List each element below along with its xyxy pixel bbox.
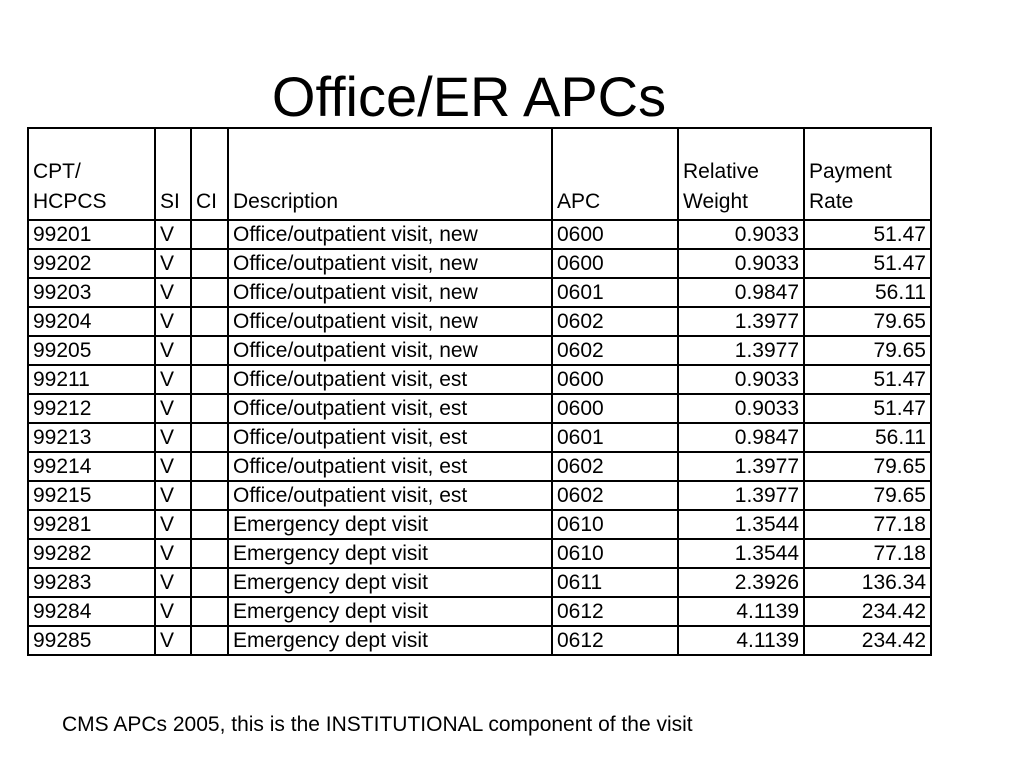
cell-cpt: 99211: [28, 365, 155, 394]
table-row: [28, 220, 931, 249]
table-row: [28, 365, 931, 394]
cell-apc: 0610: [552, 510, 678, 539]
header-payment-rate: Payment Rate: [804, 128, 931, 220]
cell-si: V: [155, 365, 191, 394]
cell-payment-rate: 234.42: [804, 626, 931, 655]
cell-ci: [191, 423, 228, 452]
table-row: [28, 481, 931, 510]
cell-ci: [191, 220, 228, 249]
cell-apc: 0600: [552, 249, 678, 278]
cell-cpt: 99213: [28, 423, 155, 452]
cell-payment-rate: 79.65: [804, 336, 931, 365]
cell-relative-weight: 1.3544: [678, 510, 804, 539]
cell-apc: 0602: [552, 452, 678, 481]
apc-table: [27, 127, 932, 656]
cell-ci: [191, 336, 228, 365]
cell-description: Emergency dept visit: [228, 539, 552, 568]
cell-description: Office/outpatient visit, est: [228, 481, 552, 510]
cell-relative-weight: 1.3977: [678, 481, 804, 510]
cell-description: Office/outpatient visit, est: [228, 365, 552, 394]
header-description: Description: [228, 128, 552, 220]
cell-cpt: 99204: [28, 307, 155, 336]
page-title: Office/ER APCs: [271, 65, 667, 128]
footnote: CMS APCs 2005, this is the INSTITUTIONAL component of the visit: [62, 713, 693, 736]
header-cpt: CPT/ HCPCS: [28, 128, 155, 220]
table-row: [28, 278, 931, 307]
cell-apc: 0601: [552, 423, 678, 452]
cell-cpt: 99283: [28, 568, 155, 597]
cell-relative-weight: 0.9847: [678, 278, 804, 307]
cell-si: V: [155, 510, 191, 539]
cell-payment-rate: 77.18: [804, 539, 931, 568]
cell-relative-weight: 4.1139: [678, 626, 804, 655]
cell-payment-rate: 51.47: [804, 220, 931, 249]
cell-si: V: [155, 539, 191, 568]
cell-cpt: 99284: [28, 597, 155, 626]
cell-ci: [191, 307, 228, 336]
cell-apc: 0602: [552, 481, 678, 510]
cell-ci: [191, 539, 228, 568]
header-apc: APC: [552, 128, 678, 220]
cell-si: V: [155, 481, 191, 510]
table-header-row: [28, 128, 931, 220]
cell-cpt: 99212: [28, 394, 155, 423]
cell-payment-rate: 79.65: [804, 452, 931, 481]
cell-relative-weight: 0.9033: [678, 365, 804, 394]
cell-apc: 0610: [552, 539, 678, 568]
table-row: [28, 423, 931, 452]
cell-si: V: [155, 626, 191, 655]
cell-relative-weight: 1.3977: [678, 307, 804, 336]
cell-si: V: [155, 278, 191, 307]
cell-ci: [191, 249, 228, 278]
cell-description: Office/outpatient visit, new: [228, 336, 552, 365]
cell-relative-weight: 0.9033: [678, 394, 804, 423]
cell-ci: [191, 278, 228, 307]
cell-relative-weight: 2.3926: [678, 568, 804, 597]
cell-payment-rate: 234.42: [804, 597, 931, 626]
cell-payment-rate: 51.47: [804, 249, 931, 278]
cell-relative-weight: 1.3977: [678, 452, 804, 481]
cell-si: V: [155, 336, 191, 365]
cell-apc: 0600: [552, 394, 678, 423]
cell-payment-rate: 51.47: [804, 394, 931, 423]
cell-ci: [191, 365, 228, 394]
cell-ci: [191, 626, 228, 655]
table-row: [28, 539, 931, 568]
cell-si: V: [155, 307, 191, 336]
cell-relative-weight: 0.9033: [678, 220, 804, 249]
cell-apc: 0600: [552, 220, 678, 249]
cell-description: Emergency dept visit: [228, 510, 552, 539]
cell-cpt: 99205: [28, 336, 155, 365]
cell-payment-rate: 51.47: [804, 365, 931, 394]
cell-payment-rate: 79.65: [804, 307, 931, 336]
cell-cpt: 99285: [28, 626, 155, 655]
cell-si: V: [155, 568, 191, 597]
header-si: SI: [155, 128, 191, 220]
cell-apc: 0601: [552, 278, 678, 307]
cell-si: V: [155, 423, 191, 452]
cell-description: Office/outpatient visit, new: [228, 307, 552, 336]
cell-cpt: 99281: [28, 510, 155, 539]
cell-apc: 0602: [552, 307, 678, 336]
cell-payment-rate: 56.11: [804, 278, 931, 307]
cell-description: Office/outpatient visit, est: [228, 394, 552, 423]
table-row: [28, 626, 931, 655]
cell-apc: 0600: [552, 365, 678, 394]
table-row: [28, 394, 931, 423]
cell-relative-weight: 4.1139: [678, 597, 804, 626]
cell-si: V: [155, 220, 191, 249]
cell-relative-weight: 0.9033: [678, 249, 804, 278]
table-row: [28, 249, 931, 278]
table-row: [28, 510, 931, 539]
cell-apc: 0611: [552, 568, 678, 597]
cell-description: Emergency dept visit: [228, 568, 552, 597]
cell-ci: [191, 394, 228, 423]
cell-ci: [191, 597, 228, 626]
cell-relative-weight: 0.9847: [678, 423, 804, 452]
cell-description: Emergency dept visit: [228, 597, 552, 626]
cell-description: Emergency dept visit: [228, 626, 552, 655]
cell-cpt: 99201: [28, 220, 155, 249]
table-row: [28, 452, 931, 481]
cell-description: Office/outpatient visit, new: [228, 249, 552, 278]
cell-cpt: 99203: [28, 278, 155, 307]
cell-apc: 0612: [552, 626, 678, 655]
cell-relative-weight: 1.3977: [678, 336, 804, 365]
cell-description: Office/outpatient visit, est: [228, 452, 552, 481]
cell-apc: 0602: [552, 336, 678, 365]
table-row: [28, 307, 931, 336]
cell-description: Office/outpatient visit, new: [228, 278, 552, 307]
cell-apc: 0612: [552, 597, 678, 626]
header-ci: CI: [191, 128, 228, 220]
cell-si: V: [155, 597, 191, 626]
cell-cpt: 99214: [28, 452, 155, 481]
cell-si: V: [155, 394, 191, 423]
table-row: [28, 568, 931, 597]
cell-ci: [191, 452, 228, 481]
cell-description: Office/outpatient visit, new: [228, 220, 552, 249]
cell-payment-rate: 56.11: [804, 423, 931, 452]
cell-ci: [191, 510, 228, 539]
cell-si: V: [155, 249, 191, 278]
cell-payment-rate: 136.34: [804, 568, 931, 597]
table-body: [28, 220, 931, 655]
table-row: [28, 336, 931, 365]
cell-cpt: 99282: [28, 539, 155, 568]
cell-cpt: 99215: [28, 481, 155, 510]
cell-ci: [191, 568, 228, 597]
cell-relative-weight: 1.3544: [678, 539, 804, 568]
cell-description: Office/outpatient visit, est: [228, 423, 552, 452]
table-row: [28, 597, 931, 626]
cell-cpt: 99202: [28, 249, 155, 278]
cell-si: V: [155, 452, 191, 481]
cell-payment-rate: 79.65: [804, 481, 931, 510]
cell-payment-rate: 77.18: [804, 510, 931, 539]
cell-ci: [191, 481, 228, 510]
header-relative-weight: Relative Weight: [678, 128, 804, 220]
